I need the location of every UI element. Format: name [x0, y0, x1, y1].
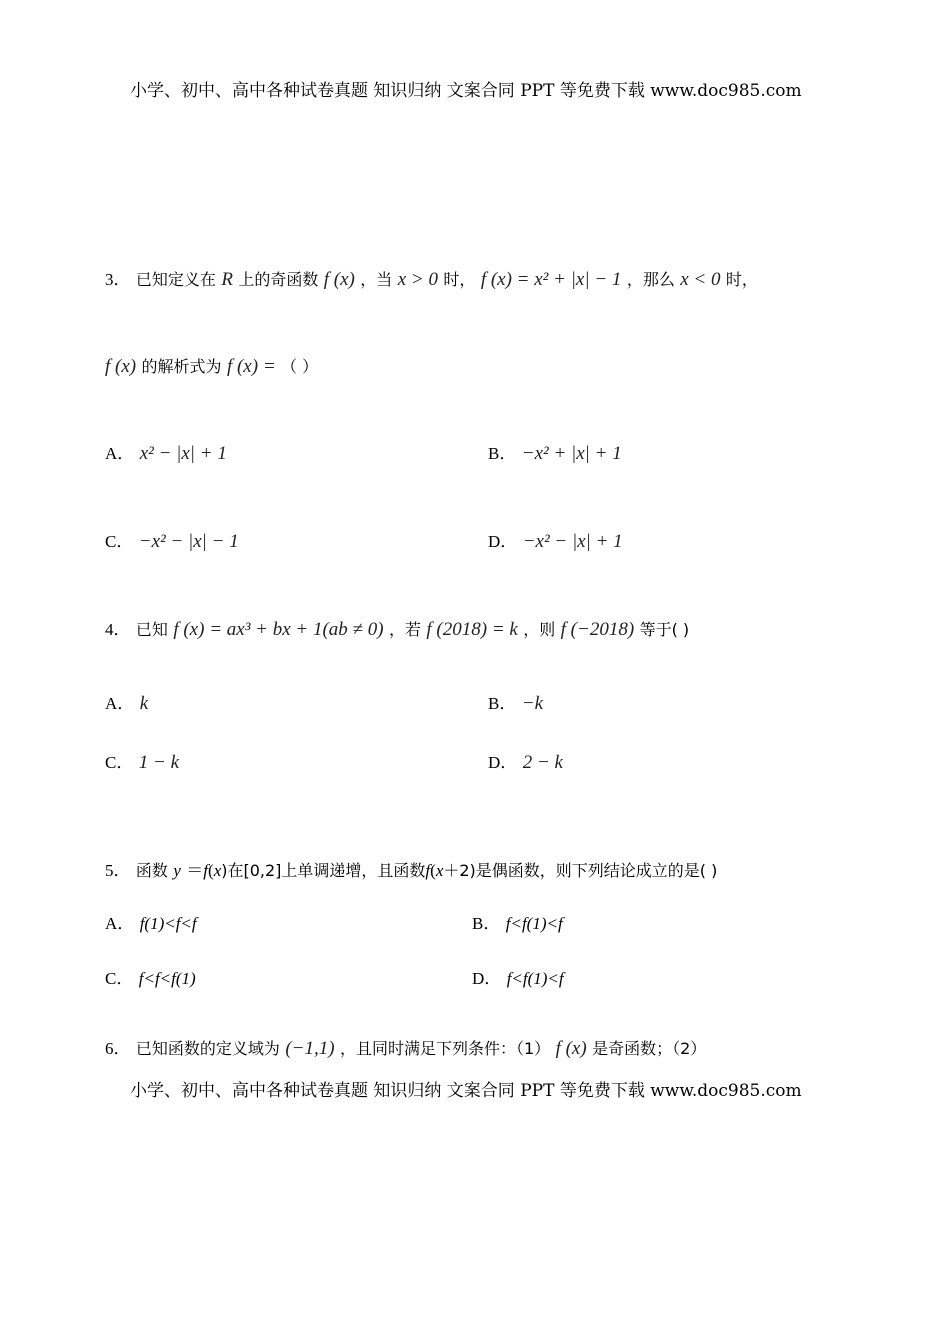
q3-option-d-expr: −x² − |x| + 1: [522, 531, 623, 552]
q6-text-1: 已知函数的定义域为: [135, 1039, 280, 1058]
q3-text-2: 上的奇函数: [238, 270, 319, 289]
q5-math-f-2: f: [425, 861, 431, 880]
q3-option-a-expr: x² − |x| + 1: [139, 443, 227, 464]
q4-option-c-label: C．: [105, 753, 134, 772]
q3-line2-text-1: 的解析式为: [141, 357, 222, 376]
q3-math-x-lt-0: x < 0: [680, 269, 721, 290]
q3-option-c: [105, 530, 239, 554]
q5-text-2: ＝: [186, 861, 204, 880]
page-footer: [130, 1079, 802, 1103]
q5-option-b: [472, 912, 563, 936]
q5-text-4: )在[0,2]上单调递增，且函数: [221, 861, 426, 880]
q5-math-f: f: [203, 861, 209, 880]
q3-text-4: 时，: [443, 270, 476, 289]
q3-option-b: [488, 442, 622, 466]
q3-math-x-gt-0: x > 0: [397, 269, 438, 290]
q5-option-c-expr: f<f<f(1): [138, 969, 196, 988]
q3-option-c-label: C．: [105, 532, 134, 551]
question-3-line-1: [105, 268, 758, 292]
question-6-line: [105, 1037, 706, 1061]
q5-option-c: [105, 967, 196, 991]
q5-option-b-label: B．: [472, 914, 501, 933]
q6-math-fx: f (x): [555, 1038, 587, 1059]
question-3-line-2: [105, 355, 318, 379]
q4-text-2: ，若: [388, 620, 421, 639]
question-6-number: 6．: [105, 1039, 131, 1058]
q4-math-fx-def: f (x) = ax³ + bx + 1(ab ≠ 0): [173, 619, 384, 640]
q3-line2-text-2: （ ）: [281, 357, 319, 376]
question-5-number: 5．: [105, 861, 131, 880]
q4-option-d-expr: 2 − k: [522, 752, 563, 773]
q3-text-5: ，那么: [626, 270, 675, 289]
q3-math-fx: f (x): [323, 269, 355, 290]
q5-text-5: (: [430, 861, 436, 880]
q4-option-d: [488, 751, 563, 775]
question-3-number: 3．: [105, 270, 131, 289]
q4-math-f-neg-2018: f (−2018): [560, 619, 635, 640]
q5-text-3: (: [208, 861, 214, 880]
q3-option-c-expr: −x² − |x| − 1: [138, 531, 239, 552]
q6-text-3: 是奇函数；（2）: [592, 1039, 707, 1058]
question-4-line: [105, 618, 689, 642]
q6-text-2: ，且同时满足下列条件：（1）: [339, 1039, 551, 1058]
q4-option-a: [105, 692, 148, 716]
q3-option-a-label: A．: [105, 444, 135, 463]
q4-option-a-expr: k: [139, 693, 149, 714]
q4-option-b-label: B．: [488, 694, 517, 713]
q3-option-b-expr: −x² + |x| + 1: [521, 443, 622, 464]
q3-option-a: [105, 442, 227, 466]
page-header: [130, 79, 802, 103]
q4-math-f2018: f (2018) = k: [426, 619, 518, 640]
q5-text-1: 函数: [135, 861, 168, 880]
q3-text-3: ，当: [360, 270, 393, 289]
q3-math-R: R: [221, 269, 233, 290]
q3-line2-math-fx: f (x): [105, 356, 137, 377]
q5-option-d-expr: f<f(1)<f: [506, 969, 564, 988]
q4-text-1: 已知: [135, 620, 168, 639]
q5-math-x: x: [213, 861, 222, 880]
q3-option-d-label: D．: [488, 532, 518, 551]
header-text: 小学、初中、高中各种试卷真题 知识归纳 文案合同 PPT 等免费下载 www.doc985.com: [130, 81, 802, 101]
q4-option-c: [105, 751, 179, 775]
q3-line2-math-fx-eq: f (x) =: [226, 356, 276, 377]
q4-option-b: [488, 692, 543, 716]
q4-option-a-label: A．: [105, 694, 135, 713]
q3-math-fx-def: f (x) = x² + |x| − 1: [480, 269, 622, 290]
q3-option-d: [488, 530, 623, 554]
q5-option-a-label: A．: [105, 914, 135, 933]
question-5-line: [105, 859, 717, 883]
q5-option-c-label: C．: [105, 969, 134, 988]
q5-option-a-expr: f(1)<f<f: [139, 914, 197, 933]
footer-text: 小学、初中、高中各种试卷真题 知识归纳 文案合同 PPT 等免费下载 www.doc985.com: [130, 1081, 802, 1101]
q4-option-c-expr: 1 − k: [138, 752, 180, 773]
q4-text-3: ，则: [523, 620, 556, 639]
q6-math-domain: (−1,1): [285, 1038, 335, 1059]
q5-option-d-label: D．: [472, 969, 502, 988]
q4-text-4: 等于( ): [639, 620, 690, 639]
q5-text-6: ＋2)是偶函数，则下列结论成立的是( ): [443, 861, 718, 880]
q5-option-b-expr: f<f(1)<f: [505, 914, 563, 933]
q3-option-b-label: B．: [488, 444, 517, 463]
q4-option-b-expr: −k: [521, 693, 544, 714]
q5-math-y: y: [173, 861, 181, 880]
q4-option-d-label: D．: [488, 753, 518, 772]
q3-text-6: 时，: [725, 270, 758, 289]
q5-option-d: [472, 967, 564, 991]
q5-option-a: [105, 912, 197, 936]
question-4-number: 4．: [105, 620, 131, 639]
q3-text-1: 已知定义在: [135, 270, 216, 289]
q5-math-x-2: x: [435, 861, 444, 880]
